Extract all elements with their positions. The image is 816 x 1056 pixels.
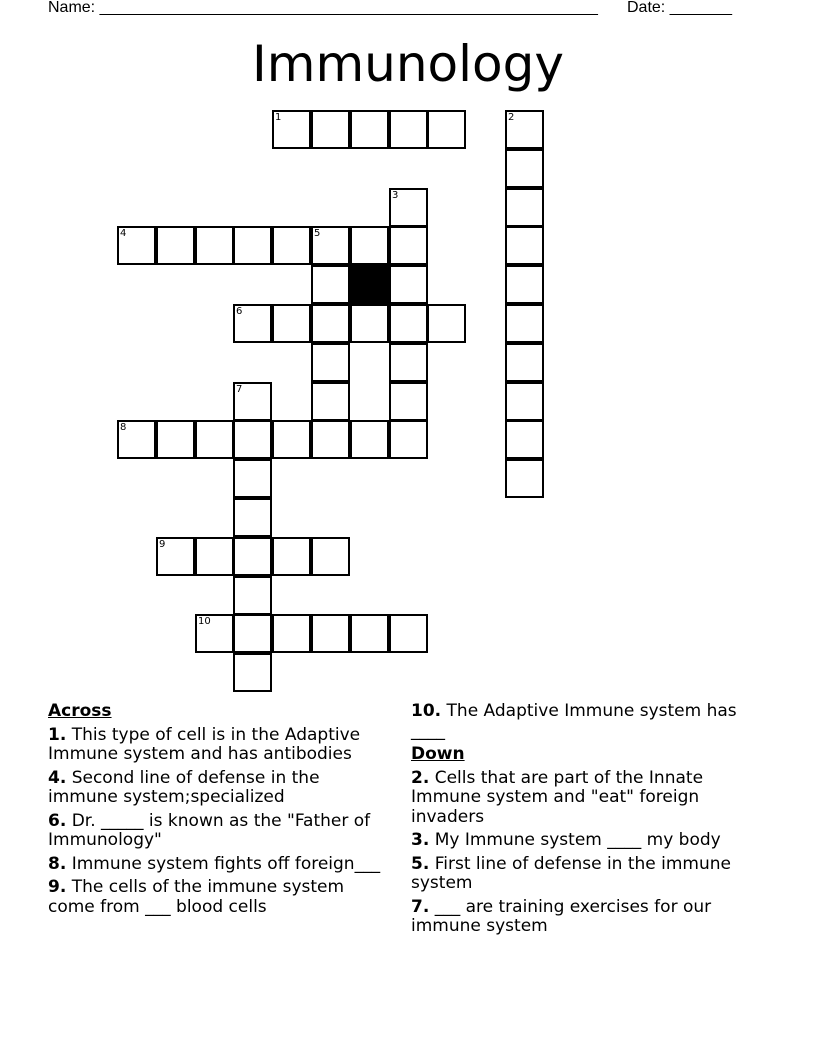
- clue-across-9: [48, 878, 393, 917]
- crossword-cell[interactable]: [272, 304, 311, 343]
- cell-number: 4: [120, 228, 127, 239]
- cell-number: 1: [275, 112, 282, 123]
- crossword-cell[interactable]: [195, 614, 234, 653]
- crossword-cell[interactable]: [505, 110, 544, 149]
- clue-across-8: [48, 855, 393, 875]
- crossword-cell[interactable]: [389, 382, 428, 421]
- clue-text: Cells that are part of the Innate Immune system and "eat" foreign invaders: [411, 767, 704, 827]
- clue-number: 2.: [411, 767, 430, 788]
- cell-number: 8: [120, 422, 127, 433]
- clue-across-6: [48, 812, 393, 851]
- clue-across-1: [48, 726, 393, 765]
- clue-text: First line of defense in the immune system: [411, 853, 731, 893]
- name-field-label: Name: ________________________________________________________: [48, 0, 598, 16]
- crossword-cell[interactable]: [233, 576, 272, 615]
- crossword-cell[interactable]: [233, 226, 272, 265]
- clue-across-4: [48, 769, 393, 808]
- clue-down-3: [411, 831, 771, 851]
- clue-number: 10.: [411, 701, 442, 721]
- clue-number: 6.: [48, 810, 67, 831]
- crossword-cell[interactable]: [311, 265, 350, 304]
- crossword-cell[interactable]: [233, 459, 272, 498]
- crossword-cell[interactable]: [233, 653, 272, 692]
- crossword-cell[interactable]: [427, 110, 466, 149]
- clue-text: Immune system fights off foreign___: [71, 853, 381, 874]
- crossword-cell[interactable]: [389, 343, 428, 382]
- clue-across-10: [411, 702, 771, 741]
- shaded-cell: [350, 265, 389, 304]
- crossword-cell[interactable]: [427, 304, 466, 343]
- crossword-cell[interactable]: [156, 537, 195, 576]
- crossword-cell[interactable]: [350, 420, 389, 459]
- clue-number: 9.: [48, 877, 67, 897]
- crossword-cell[interactable]: [272, 614, 311, 653]
- clue-text: Second line of defense in the immune system;specialized: [48, 767, 320, 807]
- clue-text: The cells of the immune system come from ___ blood cells: [48, 877, 345, 917]
- crossword-cell[interactable]: [350, 226, 389, 265]
- cell-number: 7: [236, 384, 243, 395]
- crossword-cell[interactable]: [233, 537, 272, 576]
- crossword-cell[interactable]: [505, 149, 544, 188]
- crossword-cell[interactable]: [389, 226, 428, 265]
- clues-left-column: [48, 702, 393, 921]
- clue-text: ___ are training exercises for our immune system: [411, 896, 712, 936]
- crossword-cell[interactable]: [311, 382, 350, 421]
- crossword-cell[interactable]: [195, 420, 234, 459]
- crossword-cell[interactable]: [117, 226, 156, 265]
- crossword-cell[interactable]: [389, 188, 428, 227]
- crossword-cell[interactable]: [350, 304, 389, 343]
- crossword-cell[interactable]: [311, 537, 350, 576]
- crossword-cell[interactable]: [505, 226, 544, 265]
- crossword-cell[interactable]: [505, 382, 544, 421]
- crossword-cell[interactable]: [350, 110, 389, 149]
- across-heading: Across: [48, 701, 112, 721]
- clue-down-7: [411, 898, 771, 937]
- crossword-cell[interactable]: [389, 614, 428, 653]
- crossword-cell[interactable]: [311, 420, 350, 459]
- date-field-label: Date: _______: [627, 0, 732, 16]
- clue-number: 4.: [48, 767, 67, 788]
- crossword-cell[interactable]: [505, 420, 544, 459]
- crossword-cell[interactable]: [195, 537, 234, 576]
- crossword-cell[interactable]: [233, 614, 272, 653]
- cell-number: 2: [508, 112, 515, 123]
- crossword-cell[interactable]: [311, 304, 350, 343]
- clues-right-column: [411, 702, 771, 941]
- crossword-cell[interactable]: [272, 537, 311, 576]
- crossword-cell[interactable]: [505, 304, 544, 343]
- cell-number: 5: [314, 228, 321, 239]
- clue-text: This type of cell is in the Adaptive Immune system and has antibodies: [48, 724, 361, 764]
- clue-number: 7.: [411, 896, 430, 917]
- cell-number: 6: [236, 306, 243, 317]
- crossword-cell[interactable]: [389, 110, 428, 149]
- clue-down-2: [411, 769, 771, 828]
- clue-number: 5.: [411, 853, 430, 874]
- crossword-cell[interactable]: [156, 226, 195, 265]
- crossword-cell[interactable]: [272, 110, 311, 149]
- crossword-cell[interactable]: [311, 614, 350, 653]
- cell-number: 3: [392, 190, 399, 201]
- clue-down-5: [411, 855, 771, 894]
- crossword-cell[interactable]: [389, 304, 428, 343]
- crossword-cell[interactable]: [233, 382, 272, 421]
- page-title: Immunology: [252, 35, 564, 93]
- crossword-cell[interactable]: [311, 343, 350, 382]
- crossword-cell[interactable]: [389, 420, 428, 459]
- crossword-cell[interactable]: [195, 226, 234, 265]
- crossword-cell[interactable]: [311, 110, 350, 149]
- crossword-cell[interactable]: [233, 420, 272, 459]
- crossword-cell[interactable]: [233, 498, 272, 537]
- crossword-cell[interactable]: [272, 226, 311, 265]
- crossword-cell[interactable]: [505, 188, 544, 227]
- crossword-cell[interactable]: [156, 420, 195, 459]
- crossword-cell[interactable]: [272, 420, 311, 459]
- crossword-cell[interactable]: [505, 459, 544, 498]
- crossword-cell[interactable]: [117, 420, 156, 459]
- crossword-cell[interactable]: [505, 343, 544, 382]
- crossword-cell[interactable]: [311, 226, 350, 265]
- crossword-cell[interactable]: [505, 265, 544, 304]
- cell-number: 10: [198, 616, 211, 627]
- clue-number: 3.: [411, 830, 430, 850]
- cell-number: 9: [159, 539, 166, 550]
- clue-text: The Adaptive Immune system has ____: [411, 701, 737, 741]
- clue-number: 8.: [48, 853, 67, 874]
- crossword-cell[interactable]: [233, 304, 272, 343]
- clue-text: Dr. _____ is known as the "Father of Immunology": [48, 810, 371, 850]
- crossword-cell[interactable]: [389, 265, 428, 304]
- clue-text: My Immune system ____ my body: [434, 830, 721, 850]
- clue-number: 1.: [48, 724, 67, 745]
- down-heading: Down: [411, 744, 465, 764]
- crossword-cell[interactable]: [350, 614, 389, 653]
